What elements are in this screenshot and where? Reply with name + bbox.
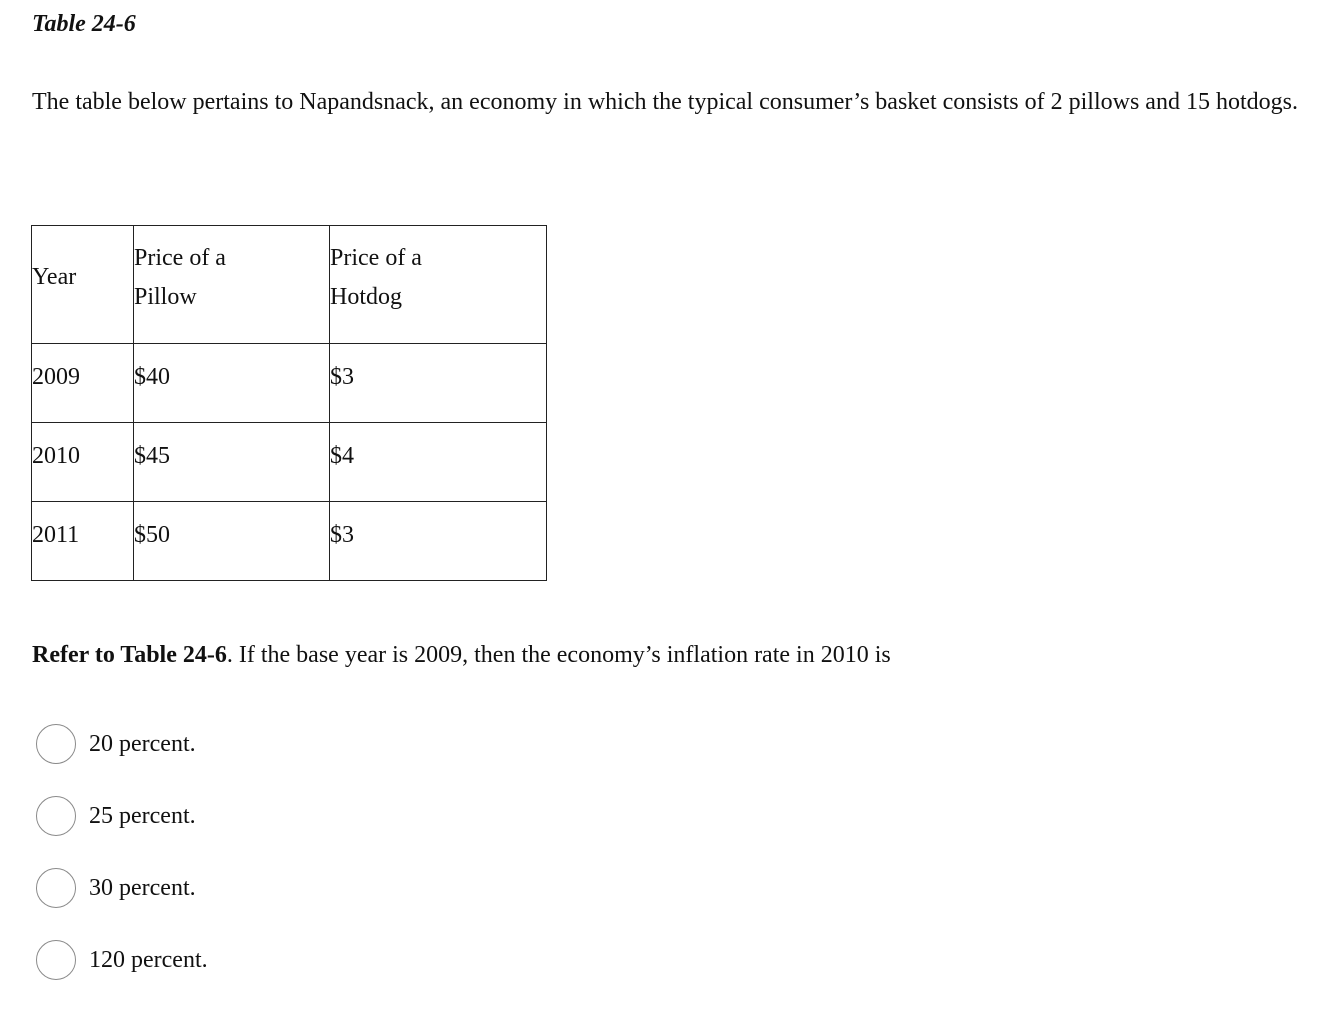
table-title: Table 24-6 [32,11,136,37]
cell-year-text: 2010 [32,443,80,469]
answer-option[interactable] [36,796,208,868]
radio-button[interactable] [36,796,76,836]
cell-pillow-price [134,502,330,581]
table-row [32,344,547,423]
cell-year [32,502,134,581]
header-pillow-line2: Pillow [134,284,197,310]
header-year [32,226,134,344]
answer-option[interactable] [36,940,208,1012]
answer-option-label[interactable]: 20 percent. [89,731,196,757]
table-row [32,423,547,502]
answer-option-label[interactable]: 120 percent. [89,947,208,973]
header-hotdog-price [330,226,547,344]
question-table-reference: Refer to Table 24-6 [32,642,227,668]
answer-option-label[interactable]: 30 percent. [89,875,196,901]
cell-hotdog-text: $4 [330,443,354,469]
cell-pillow-price [134,344,330,423]
header-pillow-line1: Price of a [134,245,226,271]
table-row [32,502,547,581]
cell-hotdog-text: $3 [330,364,354,390]
cell-hotdog-price [330,502,547,581]
cell-pillow-text: $45 [134,443,170,469]
answer-option[interactable] [36,868,208,940]
answer-options [36,724,208,1012]
cell-year [32,344,134,423]
radio-button[interactable] [36,940,76,980]
cell-pillow-text: $40 [134,364,170,390]
cell-pillow-price [134,423,330,502]
price-table [31,225,547,581]
question-body: . If the base year is 2009, then the economy’s inflation rate in 2010 is [226,642,891,668]
table-header-row [32,226,547,344]
cell-pillow-text: $50 [134,522,170,548]
question-text [32,636,891,675]
answer-option-label[interactable]: 25 percent. [89,803,196,829]
header-year-label: Year [32,264,77,290]
radio-button[interactable] [36,724,76,764]
intro-paragraph: The table below pertains to Napandsnack, an economy in which the typical consumer’s basket consists of 2 pillows and 15 hotdogs. [32,89,1298,115]
cell-hotdog-price [330,344,547,423]
cell-year-text: 2009 [32,364,80,390]
header-pillow-price [134,226,330,344]
cell-hotdog-text: $3 [330,522,354,548]
answer-option[interactable] [36,724,208,796]
header-hotdog-line1: Price of a [330,245,422,271]
cell-year [32,423,134,502]
header-hotdog-line2: Hotdog [330,284,402,310]
cell-year-text: 2011 [32,522,80,548]
radio-button[interactable] [36,868,76,908]
cell-hotdog-price [330,423,547,502]
